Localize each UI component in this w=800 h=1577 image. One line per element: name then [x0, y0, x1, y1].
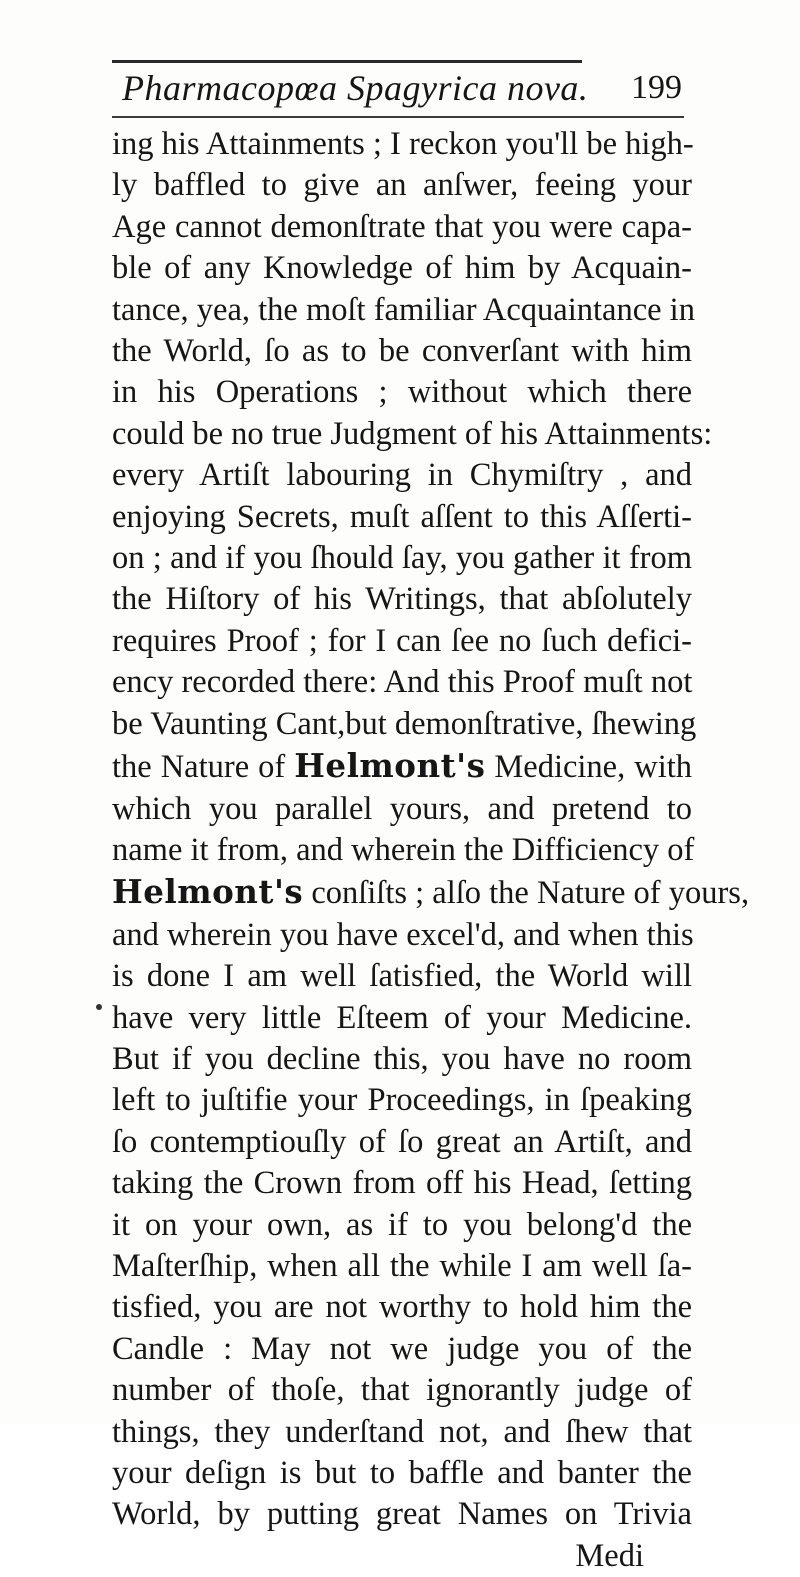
text-line: ly baffled to give an anſwer, feeing your	[112, 167, 692, 204]
text-line: your deſign is but to baffle and banter the	[112, 1455, 692, 1491]
text-line: But if you decline this, you have no room	[112, 1040, 692, 1077]
text-line: ency recorded there: And this Proof muſt not	[112, 664, 693, 701]
text-line: it on your own, as if to you belong'd the	[112, 1206, 692, 1243]
text-line: and wherein you have excel'd, and when this	[112, 916, 694, 953]
text-line: which you parallel yours, and pretend to	[112, 790, 692, 827]
running-head	[112, 66, 682, 110]
catchword: Medi	[575, 1537, 644, 1574]
text-line: tisfied, you are not worthy to hold him the	[112, 1289, 692, 1326]
text-line: Age cannot demonſtrate that you were capa-	[112, 208, 692, 245]
text-line: ſo contemptiouſly of ſo great an Artiſt, and	[112, 1123, 692, 1160]
text-line: could be no true Judgment of his Attainments:	[112, 415, 713, 452]
text-line: ble of any Knowledge of him by Acquain-	[112, 250, 692, 287]
text-line: enjoying Secrets, muſt aſſent to this Aſſerti-	[112, 498, 692, 535]
text-line: taking the Crown from off his Head, ſetting	[112, 1165, 692, 1202]
text-line: on ; and if you ſhould ſay, you gather it from	[112, 540, 692, 577]
text-line: things, they underſtand not, and ſhew that	[112, 1413, 692, 1450]
text-line: number of thoſe, that ignorantly judge of	[112, 1372, 692, 1409]
margin-mark	[96, 1004, 102, 1010]
helmont-name: Helmont's	[112, 872, 304, 912]
text-line: the World, ſo as to be converſant with him	[112, 333, 692, 370]
text-line: World, by putting great Names on Trivia	[112, 1496, 692, 1533]
text-line: Maſterſhip, when all the while I am well ſa-	[112, 1247, 692, 1284]
text-line: in his Operations ; without which there	[112, 374, 692, 411]
text-line: have very little Eſteem of your Medicine.	[112, 999, 692, 1036]
text-line: Candle : May not we judge you of the	[112, 1330, 692, 1367]
helmont-name: Helmont's	[294, 746, 486, 786]
text-line: ing his Attainments ; I reckon you'll be high-	[112, 126, 694, 162]
text-line: the Nature of Helmont's Medicine, with	[112, 746, 692, 786]
top-border-rule	[112, 60, 582, 63]
text-line: is done I am well ſatisfied, the World will	[112, 958, 692, 995]
text-line: requires Proof ; for I can ſee no ſuch defici-	[112, 622, 692, 659]
running-title: Pharmacopœa Spagyrica nova.	[122, 68, 589, 108]
page-number: 199	[631, 69, 682, 106]
text-line: Helmont's conſiſts ; alſo the Nature of yours,	[112, 872, 750, 912]
text-line: left to juſtifie your Proceedings, in ſpeaking	[112, 1082, 692, 1119]
header-rule	[112, 116, 684, 118]
text-line: name it from, and wherein the Difficiency of	[112, 831, 695, 868]
text-line: be Vaunting Cant,but demonſtrative, ſhewing	[112, 705, 697, 742]
text-line: every Artiſt labouring in Chymiſtry , and	[112, 457, 692, 494]
body-text	[112, 124, 750, 1577]
text-line: the Hiſtory of his Writings, that abſolutely	[112, 581, 692, 618]
text-line: tance, yea, the moſt familiar Acquaintance in	[112, 291, 695, 328]
